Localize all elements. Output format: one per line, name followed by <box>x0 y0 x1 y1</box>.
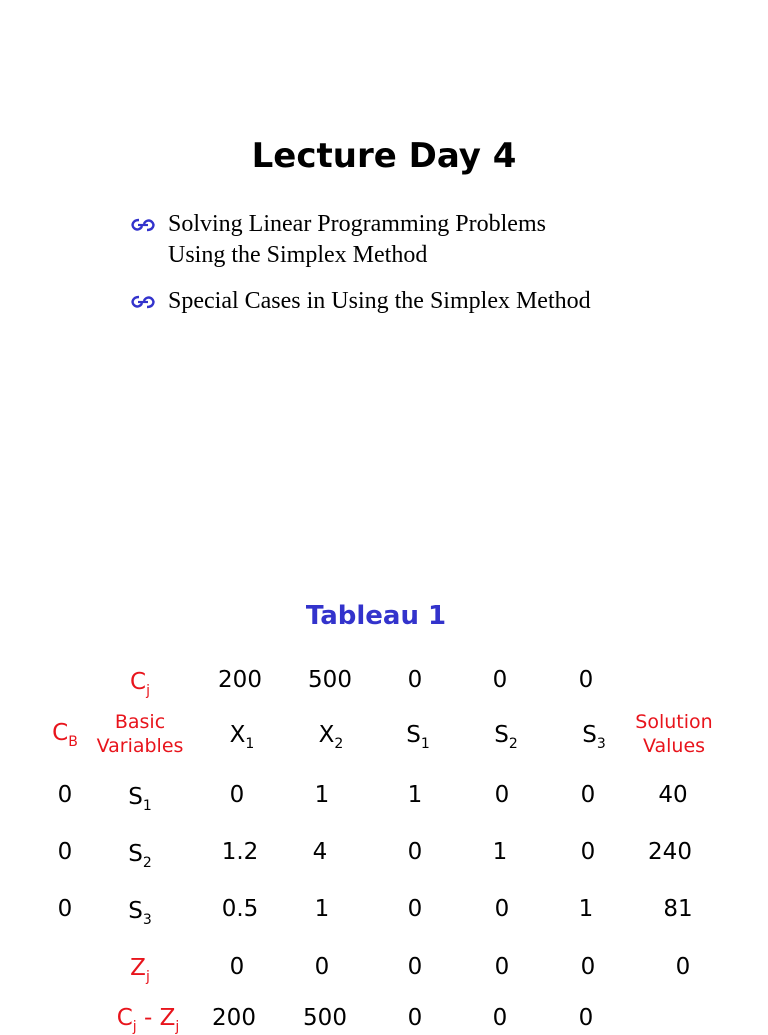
row-s2-s2: 1 <box>492 839 508 865</box>
row-s1-solution: 40 <box>658 782 688 808</box>
cj-minus-zj-x1: 200 <box>212 1005 256 1031</box>
tableau-title: Tableau 1 <box>305 601 447 631</box>
row-s1-s3: 0 <box>580 782 596 808</box>
row-s3-basic: $S_3$ <box>128 898 152 928</box>
row-s1-basic: $S_1$ <box>128 784 152 814</box>
row-s3-s2: 0 <box>494 896 510 922</box>
row-s1-x1: 0 <box>229 782 245 808</box>
row-s3-solution: 81 <box>663 896 693 922</box>
row-s2-x2: 4 <box>312 839 328 865</box>
cj-minus-zj-s2: 0 <box>492 1005 508 1031</box>
header-x2: $X_2$ <box>318 722 344 752</box>
row-s1-x2: 1 <box>314 782 330 808</box>
bullet-text-line-2: Using the Simplex Method <box>168 242 428 268</box>
cj-minus-zj-s3: 0 <box>578 1005 594 1031</box>
bullet-ornament-icon <box>130 294 156 310</box>
row-s2-s1: 0 <box>407 839 423 865</box>
cj-value-x1: 200 <box>218 667 262 693</box>
row-s3-cb: 0 <box>57 896 73 922</box>
cj-minus-zj-label: $C_j - Z_j$ <box>116 1005 180 1035</box>
slide-title: Lecture Day 4 <box>251 136 517 176</box>
row-s2-x1: 1.2 <box>221 839 259 865</box>
zj-x2: 0 <box>314 954 330 980</box>
solution-values-header: Solution Values <box>635 711 713 757</box>
cj-value-s2: 0 <box>492 667 508 693</box>
bullet-ornament-icon <box>130 217 156 233</box>
row-s3-s3: 1 <box>578 896 594 922</box>
basic-variables-header: Basic Variables <box>96 711 184 757</box>
row-s2-solution: 240 <box>648 839 692 865</box>
row-s3-x1: 0.5 <box>221 896 259 922</box>
cj-value-x2: 500 <box>308 667 352 693</box>
cj-minus-zj-x2: 500 <box>303 1005 347 1031</box>
row-s2-s3: 0 <box>580 839 596 865</box>
cj-value-s3: 0 <box>578 667 594 693</box>
row-s2-basic: $S_2$ <box>128 841 152 871</box>
zj-s1: 0 <box>407 954 423 980</box>
cj-value-s1: 0 <box>407 667 423 693</box>
zj-s2: 0 <box>494 954 510 980</box>
row-s3-s1: 0 <box>407 896 423 922</box>
zj-x1: 0 <box>229 954 245 980</box>
zj-label: $Z_j$ <box>130 955 150 985</box>
cb-label: $C_B$ <box>52 720 78 750</box>
zj-s3: 0 <box>580 954 596 980</box>
header-s1: $S_1$ <box>406 722 430 752</box>
row-s3-x2: 1 <box>314 896 330 922</box>
cj-minus-zj-s1: 0 <box>407 1005 423 1031</box>
zj-solution: 0 <box>675 954 691 980</box>
row-s1-cb: 0 <box>57 782 73 808</box>
row-s1-s1: 1 <box>407 782 423 808</box>
header-x1: $X_1$ <box>229 722 255 752</box>
bullet-text: Special Cases in Using the Simplex Method <box>168 288 591 314</box>
cj-label: $C_j$ <box>130 669 150 699</box>
header-s2: $S_2$ <box>494 722 518 752</box>
row-s1-s2: 0 <box>494 782 510 808</box>
header-s3: $S_3$ <box>582 722 606 752</box>
row-s2-cb: 0 <box>57 839 73 865</box>
bullet-text-line-1: Solving Linear Programming Problems <box>168 211 546 237</box>
